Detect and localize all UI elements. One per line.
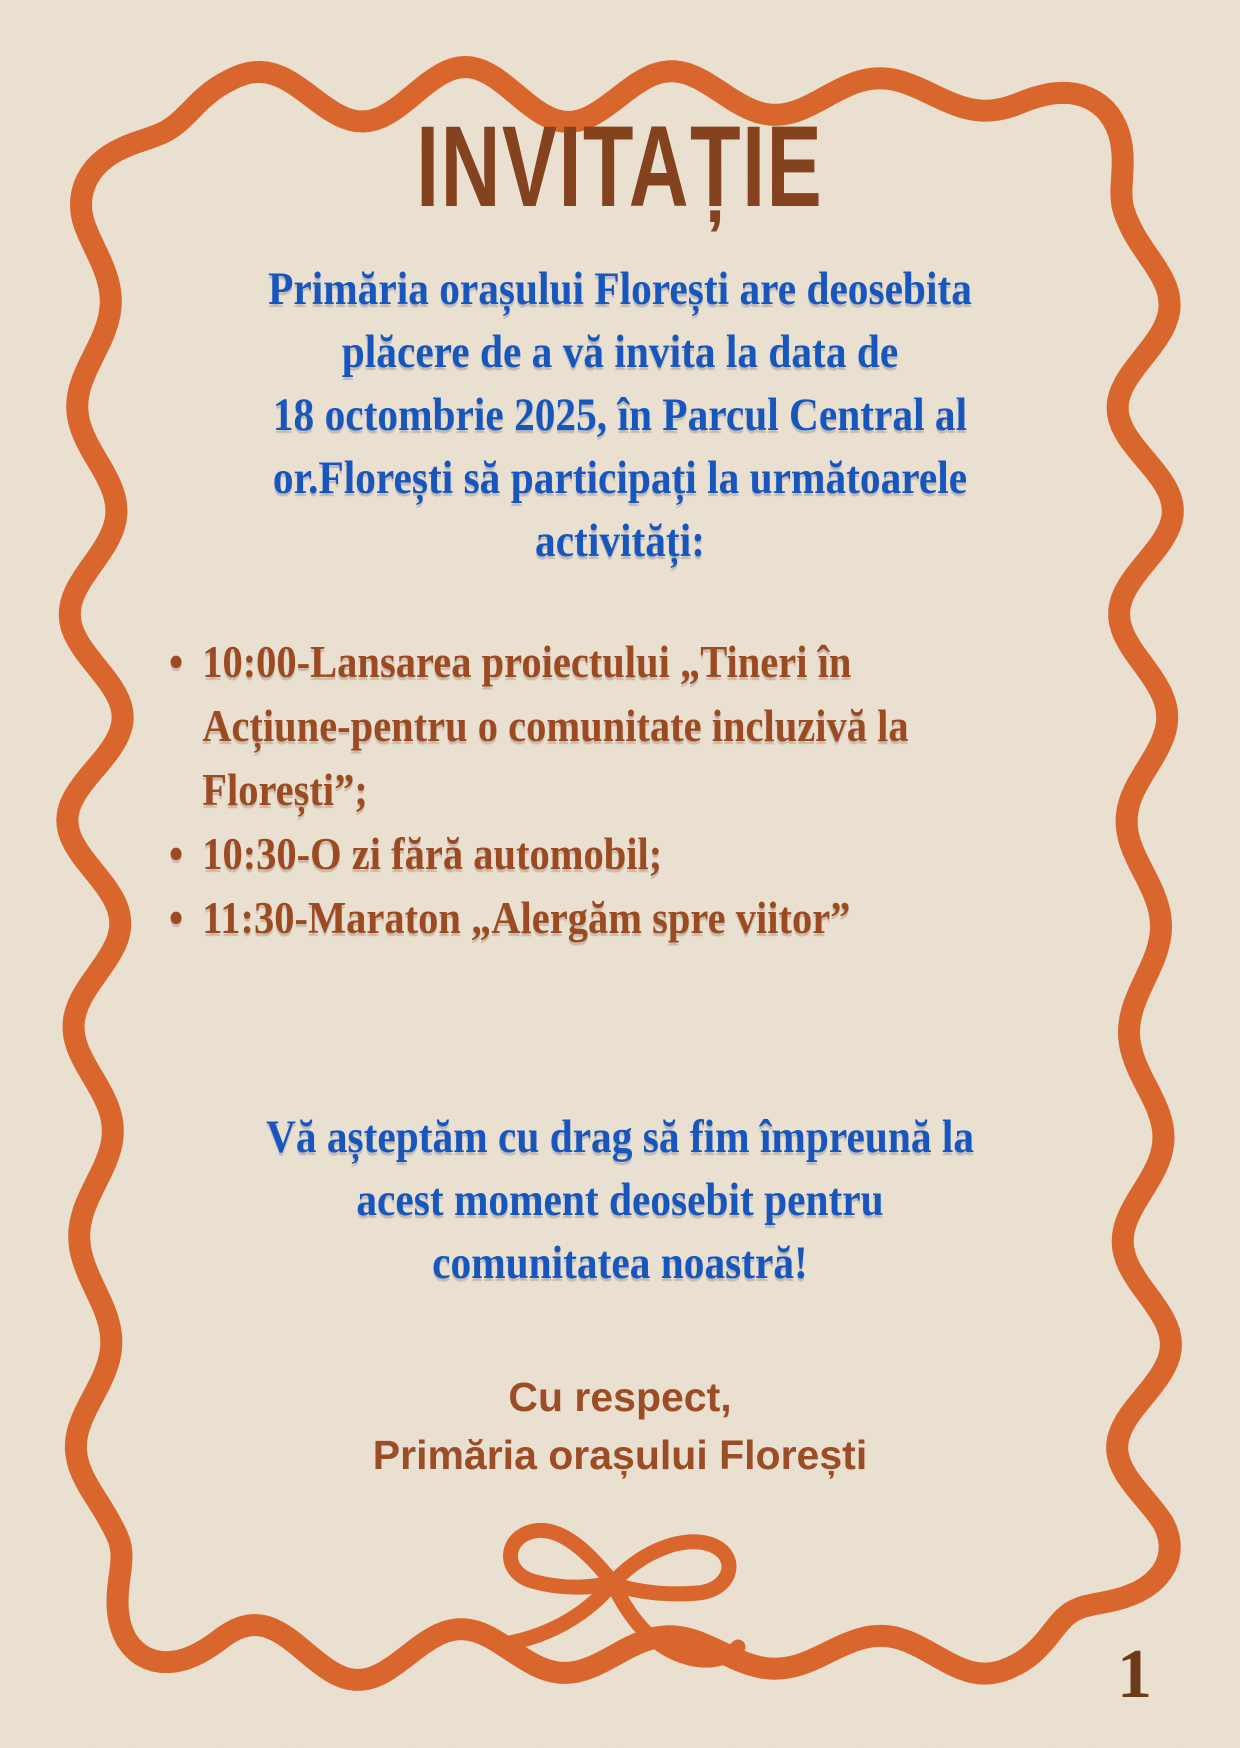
signature-line: Cu respect, bbox=[508, 1374, 732, 1420]
intro-line: activități: bbox=[535, 515, 705, 567]
closing-line: comunitatea noastră! bbox=[432, 1237, 808, 1289]
event-text: 11:30-Maraton „Alergăm spre viitor” bbox=[202, 893, 851, 943]
list-item bbox=[150, 886, 1014, 950]
closing-paragraph bbox=[0, 1106, 1240, 1295]
ribbon-bow-icon bbox=[492, 1496, 752, 1681]
event-text: 10:00-Lansarea proiectului „Tineri în Acțiune-pentru o comunitate incluzivă la Florești”; bbox=[202, 637, 909, 815]
closing-line: Vă așteptăm cu drag să fim împreună la bbox=[265, 1111, 975, 1163]
signature-block bbox=[0, 1368, 1240, 1484]
intro-line: 18 octombrie 2025, în Parcul Central al bbox=[272, 389, 968, 441]
events-list bbox=[150, 630, 1014, 950]
intro-line: Primăria orașului Florești are deosebita bbox=[268, 263, 972, 315]
list-item bbox=[150, 630, 1014, 822]
event-text: 10:30-O zi fără automobil; bbox=[202, 829, 663, 879]
closing-line: acest moment deosebit pentru bbox=[356, 1174, 884, 1226]
list-item bbox=[150, 822, 1014, 886]
page-number: 1 bbox=[1117, 1636, 1152, 1713]
intro-line: plăcere de a vă invita la data de bbox=[341, 326, 899, 378]
page-title bbox=[0, 100, 1240, 235]
bullet-dot-icon: • bbox=[168, 829, 184, 879]
signature-line: Primăria orașului Florești bbox=[372, 1432, 868, 1478]
bullet-dot-icon: • bbox=[168, 637, 184, 687]
intro-line: or.Florești să participați la următoarele bbox=[272, 452, 968, 504]
page-title-text: INVITAȚIE bbox=[416, 103, 824, 231]
bullet-dot-icon: • bbox=[168, 893, 184, 943]
intro-paragraph bbox=[0, 258, 1240, 573]
